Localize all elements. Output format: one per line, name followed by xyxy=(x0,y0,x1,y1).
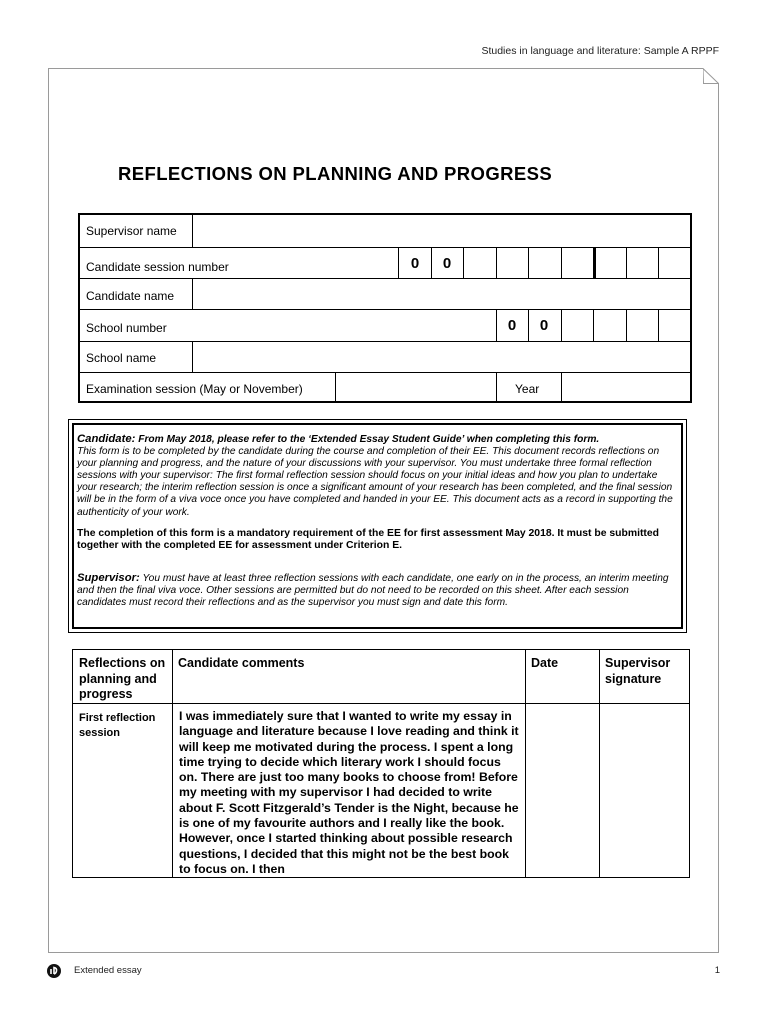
header-divider xyxy=(73,703,689,704)
reflection-table xyxy=(72,649,690,878)
mandatory-notice: The completion of this form is a mandatory requirement of the EE for first assessment May 2018. It must be submitted together with the completed EE for assessment under Criterion E. xyxy=(77,528,660,552)
supervisor-lead: Supervisor: xyxy=(77,572,140,584)
page-header: Studies in language and literature: Sample A RPPF xyxy=(481,45,719,57)
page-frame-top xyxy=(48,68,703,69)
school-digit: 0 xyxy=(539,317,549,334)
year-label: Year xyxy=(515,382,540,396)
candidate-name-label: Candidate name xyxy=(86,289,175,303)
date-header: Date xyxy=(531,656,559,670)
school-number-label: School number xyxy=(86,321,167,335)
candidate-lead-rest: From May 2018, please refer to the ‘Extended Essay Student Guide’ when completing this form. xyxy=(138,434,600,445)
page-title: REFLECTIONS ON PLANNING AND PROGRESS xyxy=(118,163,553,184)
candidate-name-row xyxy=(80,278,690,310)
candidate-body: This form is to be completed by the candidate during the course and completion of their EE. This document records reflections on your planning and progress, and the nature of your discussions with your supervisor. You must undertake three formal reflection sessions with your supervisor: The first formal reflection session should focus on your initial ideas and how you plan to undertake your research; the interim reflection session is once a significant amount of your research has been completed, and the final session will be in the form of a viva voce once you have completed and handed in your EE. This document acts as a record in supporting the authenticity of your work. xyxy=(77,446,673,518)
supervisor-name-row xyxy=(80,215,690,248)
session-digit: 0 xyxy=(410,255,420,272)
candidate-session-number-label: Candidate session number xyxy=(86,260,229,274)
supervisor-instructions xyxy=(77,572,678,609)
candidate-info-table xyxy=(78,213,692,403)
candidate-instructions xyxy=(77,433,678,519)
instructions-box xyxy=(68,419,687,633)
candidate-lead: Candidate: xyxy=(77,433,136,445)
first-reflection-label: First reflection session xyxy=(79,712,156,739)
candidate-comments-header: Candidate comments xyxy=(178,656,305,670)
first-reflection-comment: I was immediately sure that I wanted to write my essay in language and literature because I love reading and think it will keep me motivated during the process. I spent a long time trying to decide which literary work I should focus on. There are just too many books to choose from! Before my meeting with my supervisor I had decided to write about F. Scott Fitzgerald’s Tender is the Night, because he is one of my favourite authors and I really like the book. However, once I started thinking about possible research questions, I decided that this might not be the best book to focus on. I then xyxy=(179,709,519,876)
footer-text: Extended essay xyxy=(74,965,142,976)
ib-logo-icon xyxy=(46,963,62,979)
page-fold-icon xyxy=(703,68,719,84)
examination-session-row xyxy=(80,372,690,401)
school-number-row xyxy=(80,309,690,342)
school-name-label: School name xyxy=(86,351,157,365)
reflections-header: Reflections on planning and progress xyxy=(79,656,166,701)
supervisor-name-label: Supervisor name xyxy=(86,224,177,238)
page-number: 1 xyxy=(714,965,720,976)
school-name-row xyxy=(80,341,690,373)
school-digit: 0 xyxy=(507,317,517,334)
session-digit: 0 xyxy=(442,255,452,272)
supervisor-signature-header: Supervisor signature xyxy=(605,656,671,686)
examination-session-label: Examination session (May or November) xyxy=(86,382,303,396)
page-frame-right xyxy=(718,83,719,952)
candidate-session-row xyxy=(80,247,690,279)
supervisor-body: You must have at least three reflection sessions with each candidate, one early on in the process, an interim meeting and then the final viva voce. Other sessions are permitted but do not need to be recorded on this sheet. After each session candidates must record their reflections and as the supervisor you must sign and date this form. xyxy=(77,573,669,609)
